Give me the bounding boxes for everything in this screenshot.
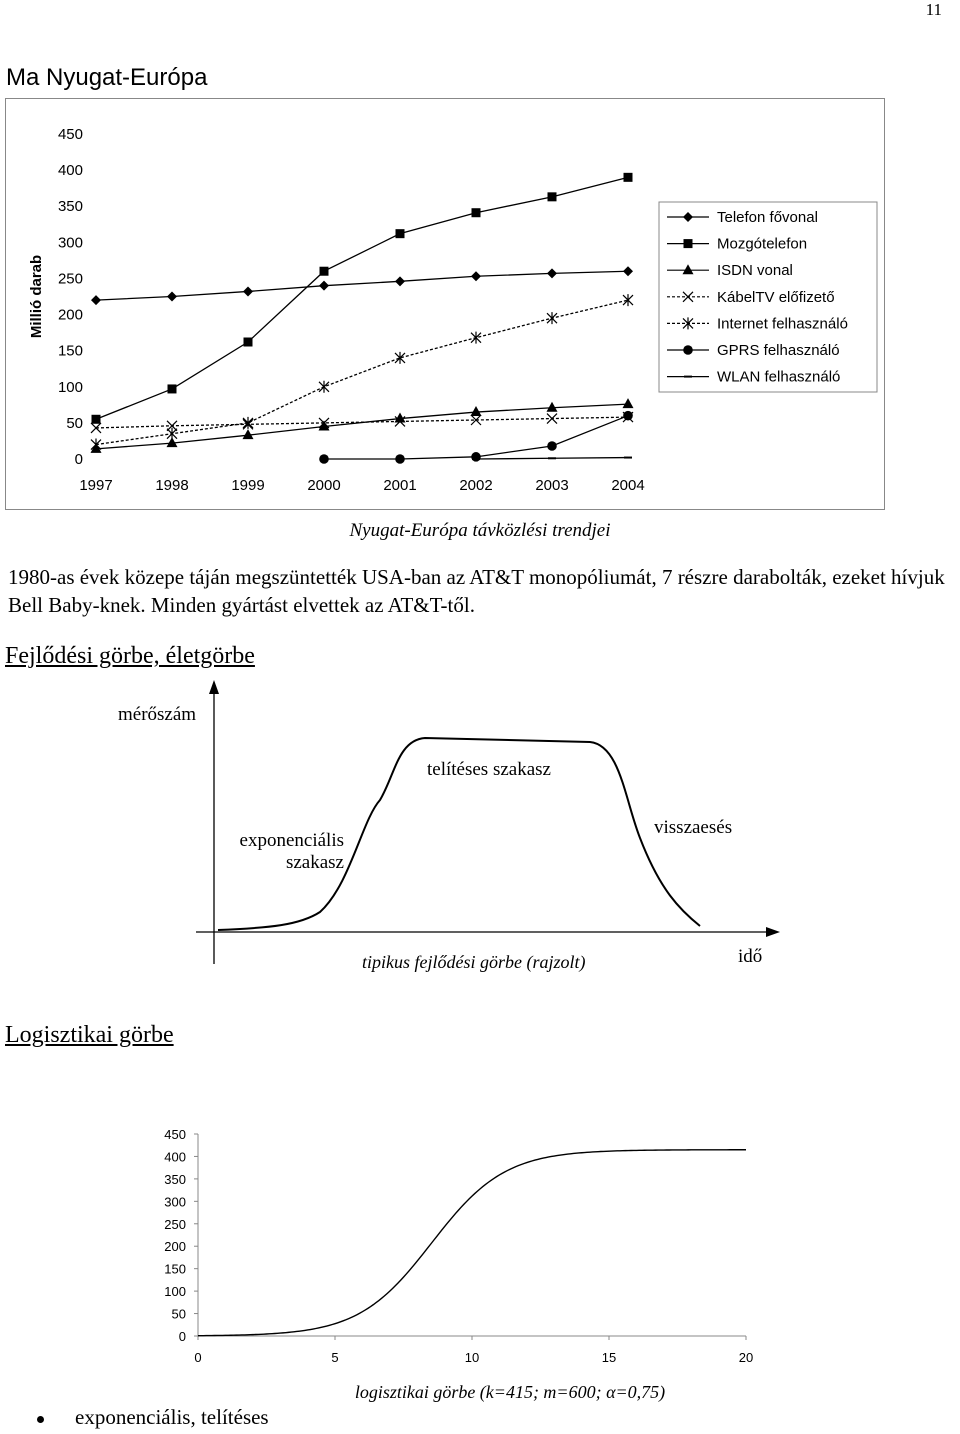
y-tick-label: 0 (178, 1329, 186, 1344)
y-tick-label: 150 (57, 342, 83, 360)
y-tick-label: 200 (57, 306, 83, 324)
series-0 (91, 266, 633, 305)
y-axis-label: Millió darab (28, 254, 45, 339)
data-point (547, 441, 557, 451)
y-tick-label: 300 (57, 234, 83, 252)
data-point (91, 439, 101, 451)
exponential-label-line2: szakasz (285, 852, 344, 873)
telecom-trends-chart (5, 98, 885, 510)
y-tick-label: 50 (66, 414, 83, 432)
y-axis-label: mérőszám (118, 704, 197, 725)
heading-lifecycle: Fejlődési görbe, életgörbe (5, 643, 255, 669)
body-paragraph: 1980-as évek közepe táján megszüntették USA-ban az AT&T monopóliumát, 7 részre darabolták, ezeket hívjuk Bell Baby-knek. Minden gyártást elvettek az AT&T-től. (8, 565, 945, 617)
y-tick-label: 150 (164, 1261, 186, 1277)
legend-marker (683, 345, 693, 355)
y-tick-label: 200 (164, 1239, 186, 1255)
series-5 (319, 411, 633, 464)
x-tick-label: 15 (601, 1350, 617, 1365)
legend-entry: Telefon fővonal (717, 209, 818, 226)
x-tick-label: 5 (331, 1350, 339, 1365)
logistic-chart (140, 1120, 780, 1380)
series-6 (472, 458, 632, 459)
series-4 (91, 294, 633, 450)
data-point (168, 384, 177, 393)
chart-title: Ma Nyugat-Európa (6, 64, 208, 91)
data-point (319, 381, 329, 393)
y-tick-label: 300 (164, 1194, 186, 1210)
y-tick-label: 250 (57, 270, 83, 288)
y-tick-label: 450 (57, 126, 83, 143)
data-point (319, 281, 329, 291)
y-tick-label: 400 (164, 1149, 186, 1165)
bullet-text: exponenciális, telítéses (75, 1405, 269, 1429)
legend-entry: Internet felhasználó (717, 315, 848, 333)
data-point (471, 332, 481, 344)
legend-entry: KábelTV előfizető (717, 288, 835, 306)
data-point (547, 312, 557, 324)
legend-marker (683, 212, 693, 222)
data-point (623, 411, 633, 421)
data-point (547, 402, 558, 412)
legend-marker (684, 239, 693, 248)
x-tick-label: 10 (464, 1350, 480, 1365)
y-axis-arrow (209, 680, 219, 694)
data-point (244, 338, 253, 347)
bullet-icon (37, 1416, 44, 1423)
saturation-label: telítéses szakasz (427, 759, 551, 780)
x-tick-label: 0 (194, 1350, 202, 1365)
data-point (623, 266, 633, 276)
data-point (547, 268, 557, 278)
lifecycle-diagram (0, 680, 960, 980)
legend-marker (683, 264, 694, 274)
data-point (167, 292, 177, 302)
y-tick-label: 400 (57, 162, 83, 180)
data-point (623, 294, 633, 306)
x-tick-label: 1997 (79, 477, 113, 494)
legend-entry: GPRS felhasználó (717, 342, 840, 359)
data-point (319, 454, 329, 464)
data-point (320, 267, 329, 276)
data-point (395, 454, 405, 464)
chart-caption: Nyugat-Európa távközlési trendjei (349, 520, 611, 541)
y-tick-label: 0 (74, 451, 83, 468)
logistic-curve (198, 1150, 746, 1336)
data-point (91, 295, 101, 305)
x-tick-label: 2002 (459, 477, 493, 494)
y-tick-label: 100 (164, 1284, 186, 1300)
data-point (471, 271, 481, 281)
y-tick-label: 100 (57, 378, 83, 396)
data-point (472, 208, 481, 217)
data-point (396, 229, 405, 238)
heading-logistic: Logisztikai görbe (5, 1022, 174, 1048)
x-tick-label: 2000 (307, 477, 341, 494)
x-tick-label: 2004 (611, 477, 645, 494)
x-tick-label: 1999 (231, 477, 265, 494)
data-point (471, 406, 482, 416)
exponential-label-line1: exponenciális (239, 830, 344, 851)
data-point (395, 276, 405, 286)
x-tick-label: 20 (738, 1350, 754, 1365)
x-axis-label: idő (738, 946, 763, 967)
legend-entry: Mozgótelefon (717, 235, 808, 253)
page-number: 11 (925, 0, 942, 19)
data-point (624, 173, 633, 182)
logistic-caption: logisztikai görbe (k=415; m=600; α=0,75) (354, 1382, 666, 1402)
data-point (92, 415, 101, 424)
data-point (548, 192, 557, 201)
decline-label: visszaesés (654, 817, 733, 838)
data-point (395, 352, 405, 364)
x-axis-arrow (766, 927, 780, 937)
data-point (471, 452, 481, 462)
series-line (96, 177, 628, 419)
data-point (623, 398, 634, 408)
data-point (243, 286, 253, 296)
y-tick-label: 350 (57, 198, 83, 216)
legend-entry: WLAN felhasználó (717, 368, 841, 386)
x-tick-label: 2001 (383, 477, 417, 494)
x-tick-label: 1998 (155, 477, 189, 494)
x-tick-label: 2003 (535, 477, 569, 494)
data-point (91, 423, 101, 433)
legend-entry: ISDN vonal (717, 262, 793, 280)
y-tick-label: 350 (164, 1171, 186, 1187)
y-tick-label: 50 (171, 1306, 186, 1322)
y-tick-label: 450 (164, 1127, 186, 1142)
y-tick-label: 250 (164, 1216, 186, 1232)
lifecycle-caption: tipikus fejlődési görbe (rajzolt) (362, 952, 586, 972)
